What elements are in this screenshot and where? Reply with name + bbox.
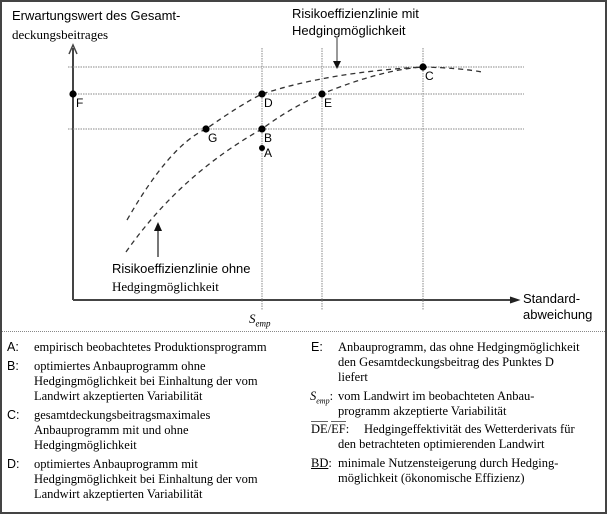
point-label-c: C bbox=[425, 69, 434, 83]
x-marker-semp bbox=[249, 311, 271, 329]
legend-key-b: B: bbox=[7, 359, 19, 373]
y-axis-label-line2: deckungsbeitrages bbox=[12, 27, 109, 42]
legend-key-e: E: bbox=[311, 340, 323, 354]
x-axis-label-line2: abweichung bbox=[523, 307, 593, 322]
semp-sub: emp bbox=[255, 318, 271, 329]
nohedge-curve-label-line2: Hedgingmöglichkeit bbox=[112, 279, 219, 294]
legend-text-e-1: Anbauprogramm, das ohne Hedgingmöglichkeit bbox=[338, 340, 580, 354]
legend-text-c-2: Anbauprogramm mit und ohne bbox=[34, 423, 189, 437]
legend-text-d-3: Landwirt akzeptierten Variabilität bbox=[34, 487, 203, 501]
legend-text-b-2: Hedgingmöglichkeit bei Einhaltung der vom bbox=[34, 374, 258, 388]
legend-key-c: C: bbox=[7, 408, 20, 422]
point-label-d: D bbox=[264, 96, 273, 110]
legend-key-bd bbox=[311, 456, 332, 471]
legend-key-semp bbox=[310, 389, 333, 409]
legend-key-de-ef bbox=[311, 422, 349, 437]
x-axis-label-line1: Standard- bbox=[523, 291, 581, 306]
legend-key-semp-base: S bbox=[310, 389, 317, 403]
legend-text-bd-2: möglichkeit (ökonomische Effizienz) bbox=[338, 471, 525, 485]
x-axis-arrow-icon bbox=[510, 297, 519, 303]
nohedge-curve-arrow-icon bbox=[154, 222, 162, 231]
hedging-curve-label-line2: Hedgingmöglichkeit bbox=[292, 23, 406, 38]
legend-text-d-1: optimiertes Anbauprogramm mit bbox=[34, 457, 198, 471]
legend-key-a: A: bbox=[7, 340, 19, 354]
legend-key-bd-colon: : bbox=[328, 456, 332, 470]
legend-text-c-3: Hedgingmöglichkeit bbox=[34, 438, 137, 452]
legend-text-d-2: Hedgingmöglichkeit bei Einhaltung der vom bbox=[34, 472, 258, 486]
point-label-b: B bbox=[264, 131, 273, 145]
legend-text-e-3: liefert bbox=[338, 370, 368, 384]
point-label-g: G bbox=[208, 131, 218, 145]
point-label-e: E bbox=[324, 96, 333, 110]
legend-key-de-ef-colon: : bbox=[345, 422, 350, 436]
curve-with-hedging bbox=[127, 67, 482, 220]
legend-key-bd-text: BD bbox=[311, 456, 329, 470]
legend-key-semp-colon: : bbox=[329, 389, 334, 403]
curve-without-hedging bbox=[126, 67, 423, 252]
legend-key-slash: / bbox=[327, 422, 332, 436]
legend-divider bbox=[2, 331, 605, 332]
point-label-a: A bbox=[264, 146, 273, 160]
legend-text-e-2: den Gesamtdeckungsbeitrag des Punktes D bbox=[338, 355, 554, 369]
point-label-f: F bbox=[76, 96, 84, 110]
legend-key-ef: EF bbox=[331, 422, 346, 436]
legend-text-bd-1: minimale Nutzensteigerung durch Hedging- bbox=[338, 456, 559, 470]
legend-text-semp-2: programm akzeptierte Variabilität bbox=[338, 404, 507, 418]
legend-text-a-1: empirisch beobachtetes Produktionsprogramm bbox=[34, 340, 267, 354]
legend-key-d: D: bbox=[7, 457, 20, 471]
legend-text-de-ef-2: den betrachteten optimierenden Landwirt bbox=[338, 437, 545, 451]
semp-base: S bbox=[249, 311, 256, 326]
legend-text-b-1: optimiertes Anbauprogramm ohne bbox=[34, 359, 206, 373]
legend-text-b-3: Landwirt akzeptierten Variabilität bbox=[34, 389, 203, 403]
y-axis-label-line1: Erwartungswert des Gesamt- bbox=[12, 8, 181, 23]
legend-text-semp-1: vom Landwirt im beobachteten Anbau- bbox=[338, 389, 535, 403]
legend-text-c-1: gesamtdeckungsbeitragsmaximales bbox=[34, 408, 211, 422]
legend-key-semp-sub: emp bbox=[316, 396, 330, 406]
legend-key-de: DE bbox=[311, 422, 328, 436]
hedging-curve-arrow-icon bbox=[333, 61, 341, 69]
nohedge-curve-label-line1: Risikoeffizienzlinie ohne bbox=[112, 261, 251, 276]
legend-text-de-ef-1: Hedgingeffektivität des Wetterderivats für bbox=[364, 422, 575, 436]
hedging-curve-label-line1: Risikoeffizienzlinie mit bbox=[292, 6, 419, 21]
